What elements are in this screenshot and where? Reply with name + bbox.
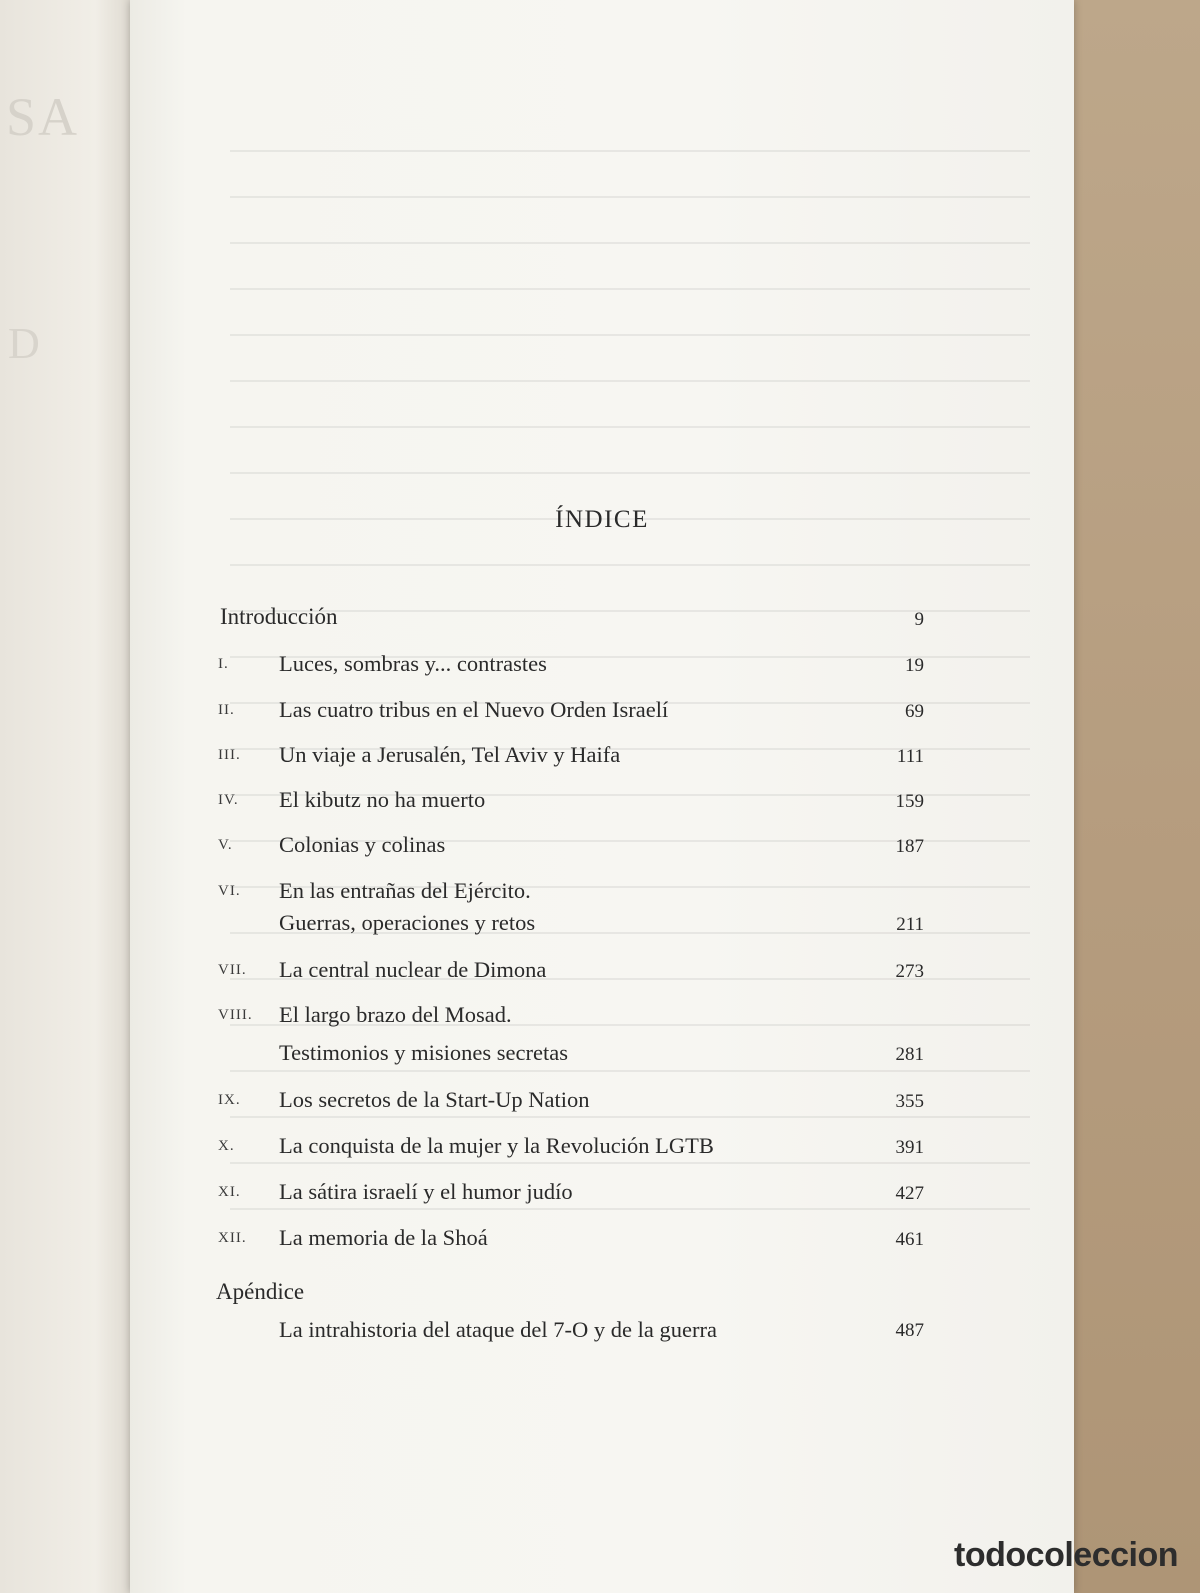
chapter-number: IV. (218, 792, 239, 808)
left-page-edge (0, 0, 136, 1593)
chapter-number: VIII. (218, 1007, 253, 1023)
chapter-number: V. (218, 837, 233, 853)
book-page (130, 0, 1074, 1593)
toc-label: La memoria de la Shoá (279, 1225, 488, 1250)
watermark-logo: todocoleccion (954, 1536, 1178, 1574)
toc-label: Los secretos de la Start-Up Nation (279, 1087, 590, 1112)
toc-page: 211 (896, 914, 924, 935)
toc-page: 111 (896, 746, 924, 767)
toc-page: 427 (895, 1183, 924, 1204)
toc-page: 461 (895, 1229, 924, 1250)
toc-page: 19 (905, 655, 924, 676)
chapter-number: II. (218, 702, 235, 718)
chapter-number: X. (218, 1138, 235, 1154)
toc-page: 273 (895, 961, 924, 982)
toc-page: 9 (914, 609, 924, 630)
toc-label-continued: Guerras, operaciones y retos (279, 910, 536, 935)
ghost-letters: D (8, 319, 40, 368)
toc-label: Luces, sombras y... contrastes (279, 651, 547, 676)
toc-page: 391 (895, 1137, 924, 1158)
toc-label: Colonias y colinas (279, 832, 446, 857)
toc-page: 355 (895, 1091, 924, 1112)
toc-label: La conquista de la mujer y la Revolución LGTB (279, 1133, 714, 1158)
chapter-number: VII. (218, 962, 247, 978)
page-title: ÍNDICE (555, 506, 649, 533)
toc-label: Un viaje a Jerusalén, Tel Aviv y Haifa (279, 742, 621, 767)
toc-label: Las cuatro tribus en el Nuevo Orden Israelí (279, 697, 669, 722)
toc-label: La central nuclear de Dimona (279, 957, 547, 982)
toc-page: 281 (895, 1044, 924, 1065)
toc-label-continued: Testimonios y misiones secretas (279, 1040, 569, 1065)
toc-label: El largo brazo del Mosad. (279, 1002, 512, 1027)
toc-page: 487 (895, 1320, 924, 1341)
toc-label-continued: La intrahistoria del ataque del 7-O y de la guerra (279, 1317, 717, 1342)
chapter-number: VI. (218, 883, 241, 899)
toc-page: 69 (905, 701, 924, 722)
toc-label: El kibutz no ha muerto (279, 787, 486, 812)
chapter-number: XI. (218, 1184, 241, 1200)
chapter-number: IX. (218, 1092, 241, 1108)
toc-label: Introducción (220, 604, 338, 629)
toc-page: 187 (895, 836, 924, 857)
toc-page: 159 (895, 791, 924, 812)
toc-label: La sátira israelí y el humor judío (279, 1179, 573, 1204)
chapter-number: I. (218, 656, 229, 672)
toc-label: Apéndice (216, 1279, 305, 1304)
toc-label: En las entrañas del Ejército. (279, 878, 531, 903)
ghost-letters: SA (6, 87, 80, 147)
chapter-number: III. (218, 747, 241, 763)
chapter-number: XII. (218, 1230, 247, 1246)
